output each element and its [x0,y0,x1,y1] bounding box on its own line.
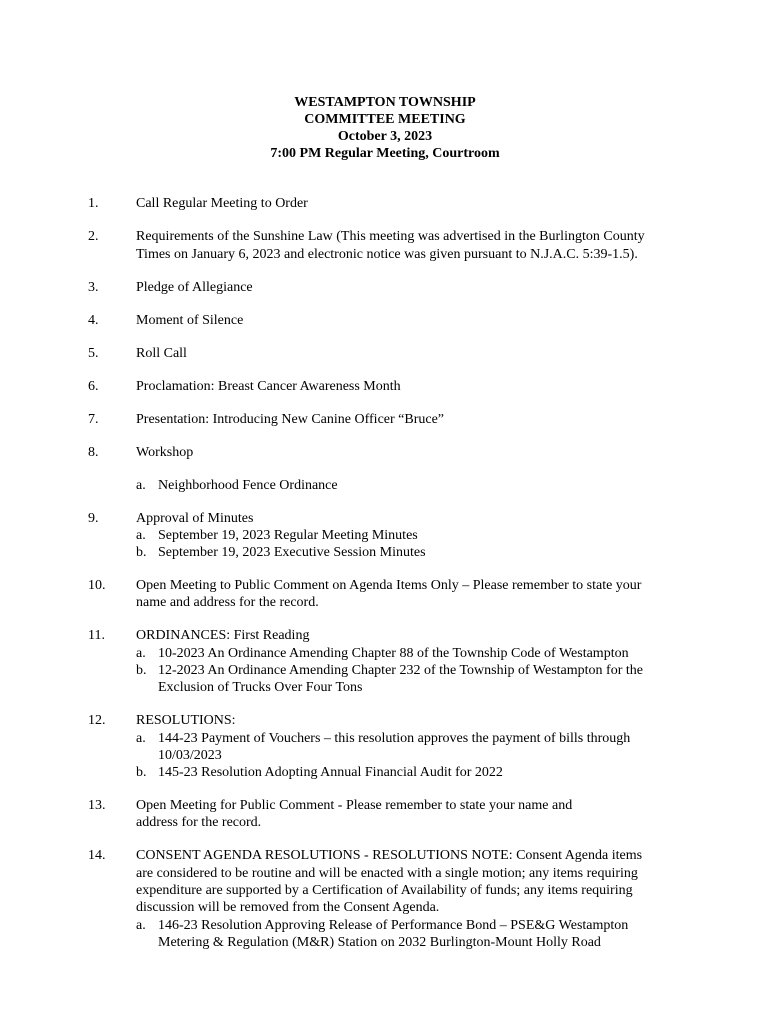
item-text-line: Pledge of Allegiance [136,279,253,295]
item-text [136,712,770,729]
item-text [136,797,770,832]
agenda-item-2 [0,228,770,263]
agenda-item-8 [0,444,770,494]
item-text-line: RESOLUTIONS: [136,713,236,729]
sub-item-text-line: September 19, 2023 Regular Meeting Minutes [158,527,418,543]
item-number: 7. [88,411,99,427]
item-text-line: Call Regular Meeting to Order [136,196,308,212]
item-text-line: Open Meeting for Public Comment - Please remember to state your name and [136,798,573,814]
sub-item-text-line: 10-2023 An Ordinance Amending Chapter 88 of the Township Code of Westampton [158,645,629,661]
agenda-item-4 [0,312,770,329]
sub-item-letter: b. [136,662,147,678]
item-text [136,510,770,527]
item-text [136,228,770,263]
item-number: 6. [88,378,99,394]
sub-item-b [0,662,770,697]
sub-item-text [158,544,770,561]
item-text-line: Open Meeting to Public Comment on Agenda Items Only – Please remember to state your [136,578,642,594]
sub-item-letter: a. [136,527,146,543]
meeting-date: October 3, 2023 [337,128,433,144]
item-number: 14. [88,848,106,864]
agenda-item-5 [0,345,770,362]
item-text [136,627,770,644]
item-text [136,411,770,428]
item-text-line: Moment of Silence [136,312,244,328]
sub-item-text [158,645,770,662]
agenda-item-7 [0,411,770,428]
item-text-line: are considered to be routine and will be enacted with a single motion; any items requiring [136,865,638,881]
item-text-line: expenditure are supported by a Certification of Availability of funds; any items requiring [136,882,633,898]
item-number: 1. [88,196,99,212]
agenda-item-1 [0,195,770,212]
sub-item-a [0,527,770,544]
sub-item-text-line: 12-2023 An Ordinance Amending Chapter 232 of the Township of Westampton for the [158,662,643,678]
sub-item-a [0,917,770,952]
item-text-line: Proclamation: Breast Cancer Awareness Month [136,378,401,394]
sub-item-letter: b. [136,765,147,781]
item-text-line: Requirements of the Sunshine Law (This meeting was advertised in the Burlington County [136,229,645,245]
agenda-item-10 [0,577,770,612]
item-text-line: Workshop [136,444,194,460]
sub-item-text-line: 146-23 Resolution Approving Release of Performance Bond – PSE&G Westampton [158,917,629,933]
sub-item-b [0,764,770,781]
item-text [136,195,770,212]
item-number: 2. [88,229,99,245]
item-text-line: Approval of Minutes [136,510,254,526]
sub-item-letter: a. [136,917,146,933]
sub-item-text [158,662,770,697]
item-text [136,378,770,395]
sub-item-letter: a. [136,477,146,493]
item-text [136,312,770,329]
agenda-item-11 [0,627,770,696]
item-number: 5. [88,345,99,361]
sub-item-text [158,477,770,494]
agenda-item-14 [0,847,770,951]
item-number: 11. [88,628,105,644]
sub-item-text-line: Exclusion of Trucks Over Four Tons [158,680,363,696]
item-number: 13. [88,798,106,814]
item-number: 4. [88,312,99,328]
item-text [136,444,770,461]
sub-item-letter: a. [136,645,146,661]
agenda-item-6 [0,378,770,395]
sub-item-a [0,645,770,662]
sub-item-text [158,527,770,544]
item-text [136,577,770,612]
document-header [0,94,770,162]
item-text-line: Times on January 6, 2023 and electronic notice was given pursuant to N.J.A.C. 5:39-1.5). [136,246,638,262]
item-number: 10. [88,578,106,594]
sub-item-text-line: 144-23 Payment of Vouchers – this resolution approves the payment of bills through [158,730,631,746]
agenda-item-3 [0,279,770,296]
sub-item-letter: a. [136,730,146,746]
item-text-line: Presentation: Introducing New Canine Officer “Bruce” [136,411,445,427]
sub-item-a [0,730,770,765]
item-text-line: ORDINANCES: First Reading [136,628,310,644]
sub-item-text-line: September 19, 2023 Executive Session Minutes [158,545,426,561]
sub-item-text-line: Metering & Regulation (M&R) Station on 2032 Burlington-Mount Holly Road [158,934,601,950]
sub-item-text-line: 145-23 Resolution Adopting Annual Financial Audit for 2022 [158,765,503,781]
item-text-line: discussion will be removed from the Consent Agenda. [136,900,440,916]
item-text [136,279,770,296]
item-text [136,847,770,916]
sub-item-text-line: Neighborhood Fence Ordinance [158,477,338,493]
sub-item-b [0,544,770,561]
item-number: 8. [88,444,99,460]
agenda-item-13 [0,797,770,832]
item-number: 12. [88,713,106,729]
item-text-line: Roll Call [136,345,187,361]
sub-item-a [0,477,770,494]
township-title: WESTAMPTON TOWNSHIP [294,94,476,110]
sub-item-text [158,764,770,781]
agenda-item-12 [0,712,770,781]
sub-item-text-line: 10/03/2023 [158,747,222,763]
agenda-list [0,195,770,967]
sub-item-letter: b. [136,545,147,561]
agenda-item-9 [0,510,770,562]
item-text-line: name and address for the record. [136,595,319,611]
item-text-line: address for the record. [136,815,262,831]
item-text-line: CONSENT AGENDA RESOLUTIONS - RESOLUTIONS NOTE: Consent Agenda items [136,848,643,864]
sub-item-text [158,917,770,952]
meeting-time-location: 7:00 PM Regular Meeting, Courtroom [270,145,500,161]
item-number: 3. [88,279,99,295]
sub-item-text [158,730,770,765]
item-text [136,345,770,362]
item-number: 9. [88,510,99,526]
meeting-body-title: COMMITTEE MEETING [304,111,466,127]
